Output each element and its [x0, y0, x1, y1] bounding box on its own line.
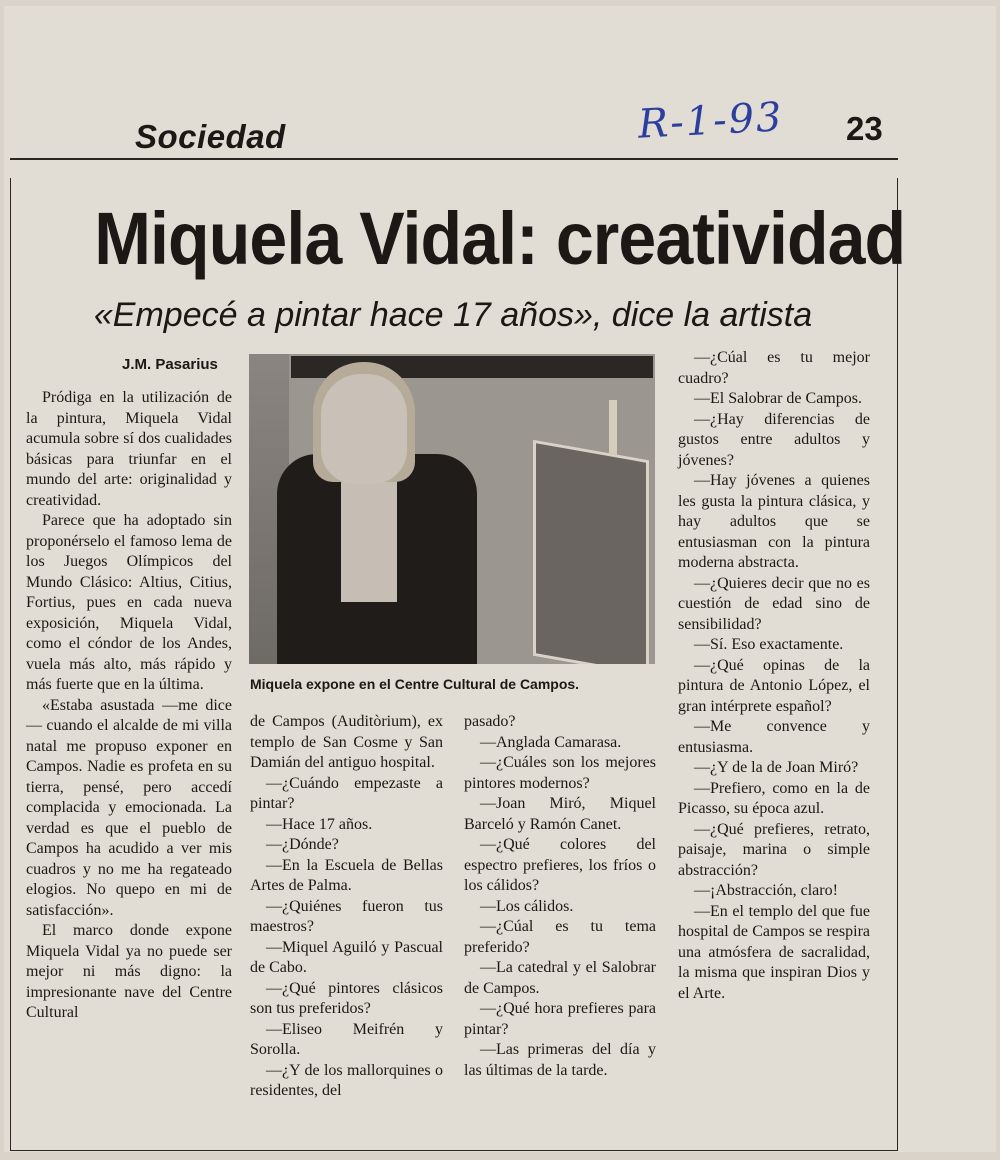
text-column-2 [250, 712, 443, 1102]
paragraph: —¿Y de la de Joan Miró? [694, 759, 859, 776]
paragraph: —¿Qué hora prefieres para pintar? [464, 1000, 656, 1038]
paragraph: —¿Dónde? [266, 836, 339, 853]
paragraph: —¿Y de los mallorquines o residentes, del [250, 1061, 443, 1099]
paragraph: —¿Quiénes fueron tus maestros? [250, 897, 443, 935]
photo-painting [533, 440, 649, 664]
text-column-4 [678, 348, 870, 1004]
section-title: Sociedad [135, 118, 286, 155]
article-headline: Miquela Vidal: creatividad [94, 197, 906, 280]
photo-shirt [341, 472, 397, 602]
paragraph: —Eliseo Meifrén y Sorolla. [250, 1020, 443, 1058]
article-subhead: «Empecé a pintar hace 17 años», dice la artista [93, 296, 813, 334]
paragraph: —Me convence y entusiasma. [678, 718, 870, 756]
paragraph: —En la Escuela de Bellas Artes de Palma. [250, 856, 443, 894]
text-column-1 [26, 388, 232, 1024]
paragraph: —¿Qué opinas de la pintura de Antonio López, el gran intérprete español? [678, 656, 870, 715]
paragraph: —¿Cúal es tu mejor cuadro? [678, 349, 870, 387]
paragraph: —¿Hay diferencias de gustos entre adultos y jóvenes? [678, 410, 870, 469]
paragraph: —Prefiero, como en la de Picasso, su época azul. [678, 779, 870, 817]
paragraph: —¿Qué prefieres, retrato, paisaje, marina o simple abstracción? [678, 820, 870, 879]
paragraph: —El Salobrar de Campos. [694, 390, 862, 407]
headline-wrap [0, 196, 1000, 281]
paragraph: —¿Cuándo empezaste a pintar? [250, 774, 443, 812]
paragraph: «Estaba asustada —me dice— cuando el alcalde de mi villa natal me propuso exponer en Campos. Nadie es profeta en su tierra, pensé, pero accedí complacida y emocionada. La verdad es que el pueblo de Campos ha acudido a ver mis cuadros y no me ha regateado elogios. No quepo en mi de satisfacción». [26, 696, 232, 919]
paragraph: —Anglada Camarasa. [480, 733, 622, 751]
paragraph: —¿Qué colores del espectro prefieres, los fríos o los cálidos? [464, 836, 656, 894]
paragraph: Pródiga en la utilización de la pintura, Miquela Vidal acumula sobre sí dos cualidades básicas para triunfar en el mundo del arte: originalidad y creatividad. [26, 389, 232, 509]
paragraph: —Hay jóvenes a quienes les gusta la pintura clásica, y hay adultos que se entusiasman con la pintura moderna abstracta. [678, 472, 870, 571]
paragraph: —¿Cuáles son los mejores pintores modernos? [464, 754, 656, 792]
handwritten-date: R-1-93 [636, 94, 785, 148]
paragraph: pasado? [464, 713, 516, 730]
paragraph: —Los cálidos. [480, 897, 574, 915]
paragraph: —¿Qué pintores clásicos son tus preferidos? [250, 979, 443, 1017]
paragraph: —Miquel Aguiló y Pascual de Cabo. [250, 938, 443, 976]
paragraph: —¿Quieres decir que no es cuestión de edad sino de sensibilidad? [678, 574, 870, 633]
paragraph: —Sí. Eso exactamente. [694, 636, 844, 653]
photo-face [321, 374, 407, 484]
paragraph: —Las primeras del día y las últimas de la tarde. [464, 1041, 656, 1079]
photo-caption: Miquela expone en el Centre Cultural de Campos. [250, 676, 580, 692]
paragraph: —En el templo del que fue hospital de Campos se respira una atmósfera de sacralidad, la misma que inspiran Dios y el Arte. [678, 902, 870, 1002]
paragraph: —La catedral y el Salobrar de Campos. [464, 959, 656, 997]
paragraph: Parece que ha adoptado sin proponérselo el famoso lema de los Juegos Olímpicos del Mundo Clásico: Altius, Citius, Fortius, pues en cada nueva exposición, Miquela Vidal, como el cóndor de los Andes, vuela más alto, más rápido y más fuerte que en la última. [26, 512, 232, 693]
page-number: 23 [846, 110, 883, 147]
article-byline: J.M. Pasarius [122, 356, 218, 373]
paragraph: —¡Abstracción, claro! [694, 882, 838, 899]
paragraph: —Hace 17 años. [266, 815, 373, 833]
header-rule [10, 158, 898, 160]
paragraph: de Campos (Auditòrium), ex templo de San Cosme y San Damián del antiguo hospital. [250, 713, 443, 771]
paragraph: —Joan Miró, Miquel Barceló y Ramón Canet. [464, 795, 656, 833]
paragraph: El marco donde expone Miquela Vidal ya no puede ser mejor ni más digno: la impresionante nave del Centre Cultural [26, 922, 232, 1021]
paragraph: —¿Cúal es tu tema preferido? [464, 918, 656, 956]
artist-photo [249, 354, 655, 664]
text-column-3 [464, 712, 656, 1081]
